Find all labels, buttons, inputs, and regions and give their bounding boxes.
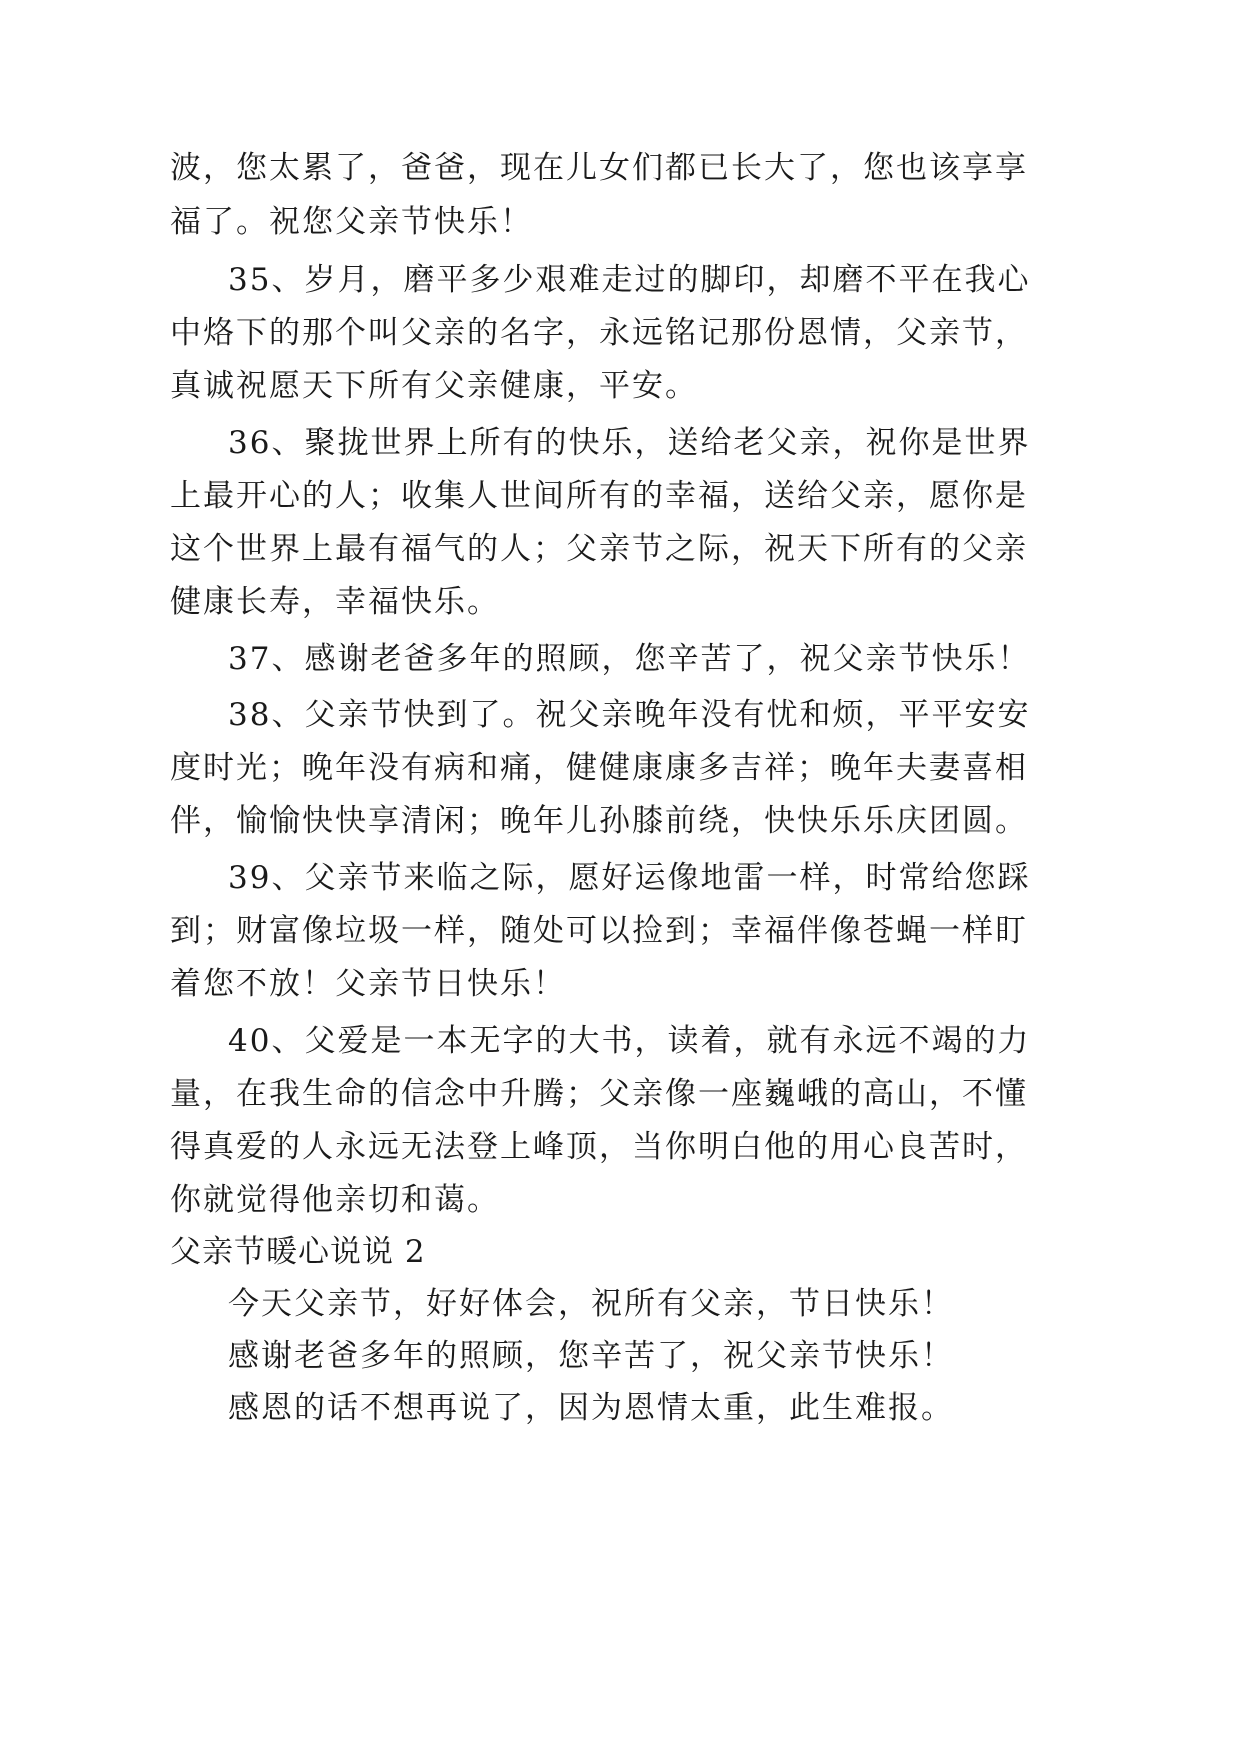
text-line: 38、父亲节快到了。祝父亲晚年没有忧和烦，平平安安 xyxy=(228,697,1031,733)
text-line: 福了。祝您父亲节快乐！ xyxy=(170,204,533,240)
text-line: 你就觉得他亲切和蔼。 xyxy=(170,1182,500,1218)
text-line: 35、岁月，磨平多少艰难走过的脚印，却磨不平在我心 xyxy=(228,262,1031,298)
text-line: 感谢老爸多年的照顾，您辛苦了，祝父亲节快乐！ xyxy=(228,1338,954,1374)
text-line: 感恩的话不想再说了，因为恩情太重，此生难报。 xyxy=(228,1390,954,1426)
text-line: 40、父爱是一本无字的大书，读着，就有永远不竭的力 xyxy=(228,1023,1031,1059)
text-line: 上最开心的人；收集人世间所有的幸福，送给父亲，愿你是 xyxy=(170,478,1028,514)
text-line: 量，在我生命的信念中升腾；父亲像一座巍峨的高山，不懂 xyxy=(170,1076,1028,1112)
text-line: 39、父亲节来临之际，愿好运像地雷一样，时常给您踩 xyxy=(228,860,1031,896)
text-line: 健康长寿，幸福快乐。 xyxy=(170,584,500,620)
text-line: 得真爱的人永远无法登上峰顶，当你明白他的用心良苦时， xyxy=(170,1129,1028,1165)
text-line: 着您不放！父亲节日快乐！ xyxy=(170,966,566,1002)
text-line: 37、感谢老爸多年的照顾，您辛苦了，祝父亲节快乐！ xyxy=(228,641,1031,677)
text-line: 这个世界上最有福气的人；父亲节之际，祝天下所有的父亲 xyxy=(170,531,1028,567)
text-line: 波，您太累了，爸爸，现在儿女们都已长大了，您也该享享 xyxy=(170,150,1028,186)
text-line: 到；财富像垃圾一样，随处可以捡到；幸福伴像苍蝇一样盯 xyxy=(170,913,1028,949)
text-line: 真诚祝愿天下所有父亲健康，平安。 xyxy=(170,368,698,404)
text-line: 中烙下的那个叫父亲的名字，永远铭记那份恩情，父亲节， xyxy=(170,315,1028,351)
text-line: 36、聚拢世界上所有的快乐，送给老父亲，祝你是世界 xyxy=(228,425,1031,461)
section-heading: 父亲节暖心说说 2 xyxy=(170,1234,426,1270)
text-line: 度时光；晚年没有病和痛，健健康康多吉祥；晚年夫妻喜相 xyxy=(170,750,1028,786)
text-line: 今天父亲节，好好体会，祝所有父亲，节日快乐！ xyxy=(228,1286,954,1322)
text-line: 伴，愉愉快快享清闲；晚年儿孙膝前绕，快快乐乐庆团圆。 xyxy=(170,803,1028,839)
